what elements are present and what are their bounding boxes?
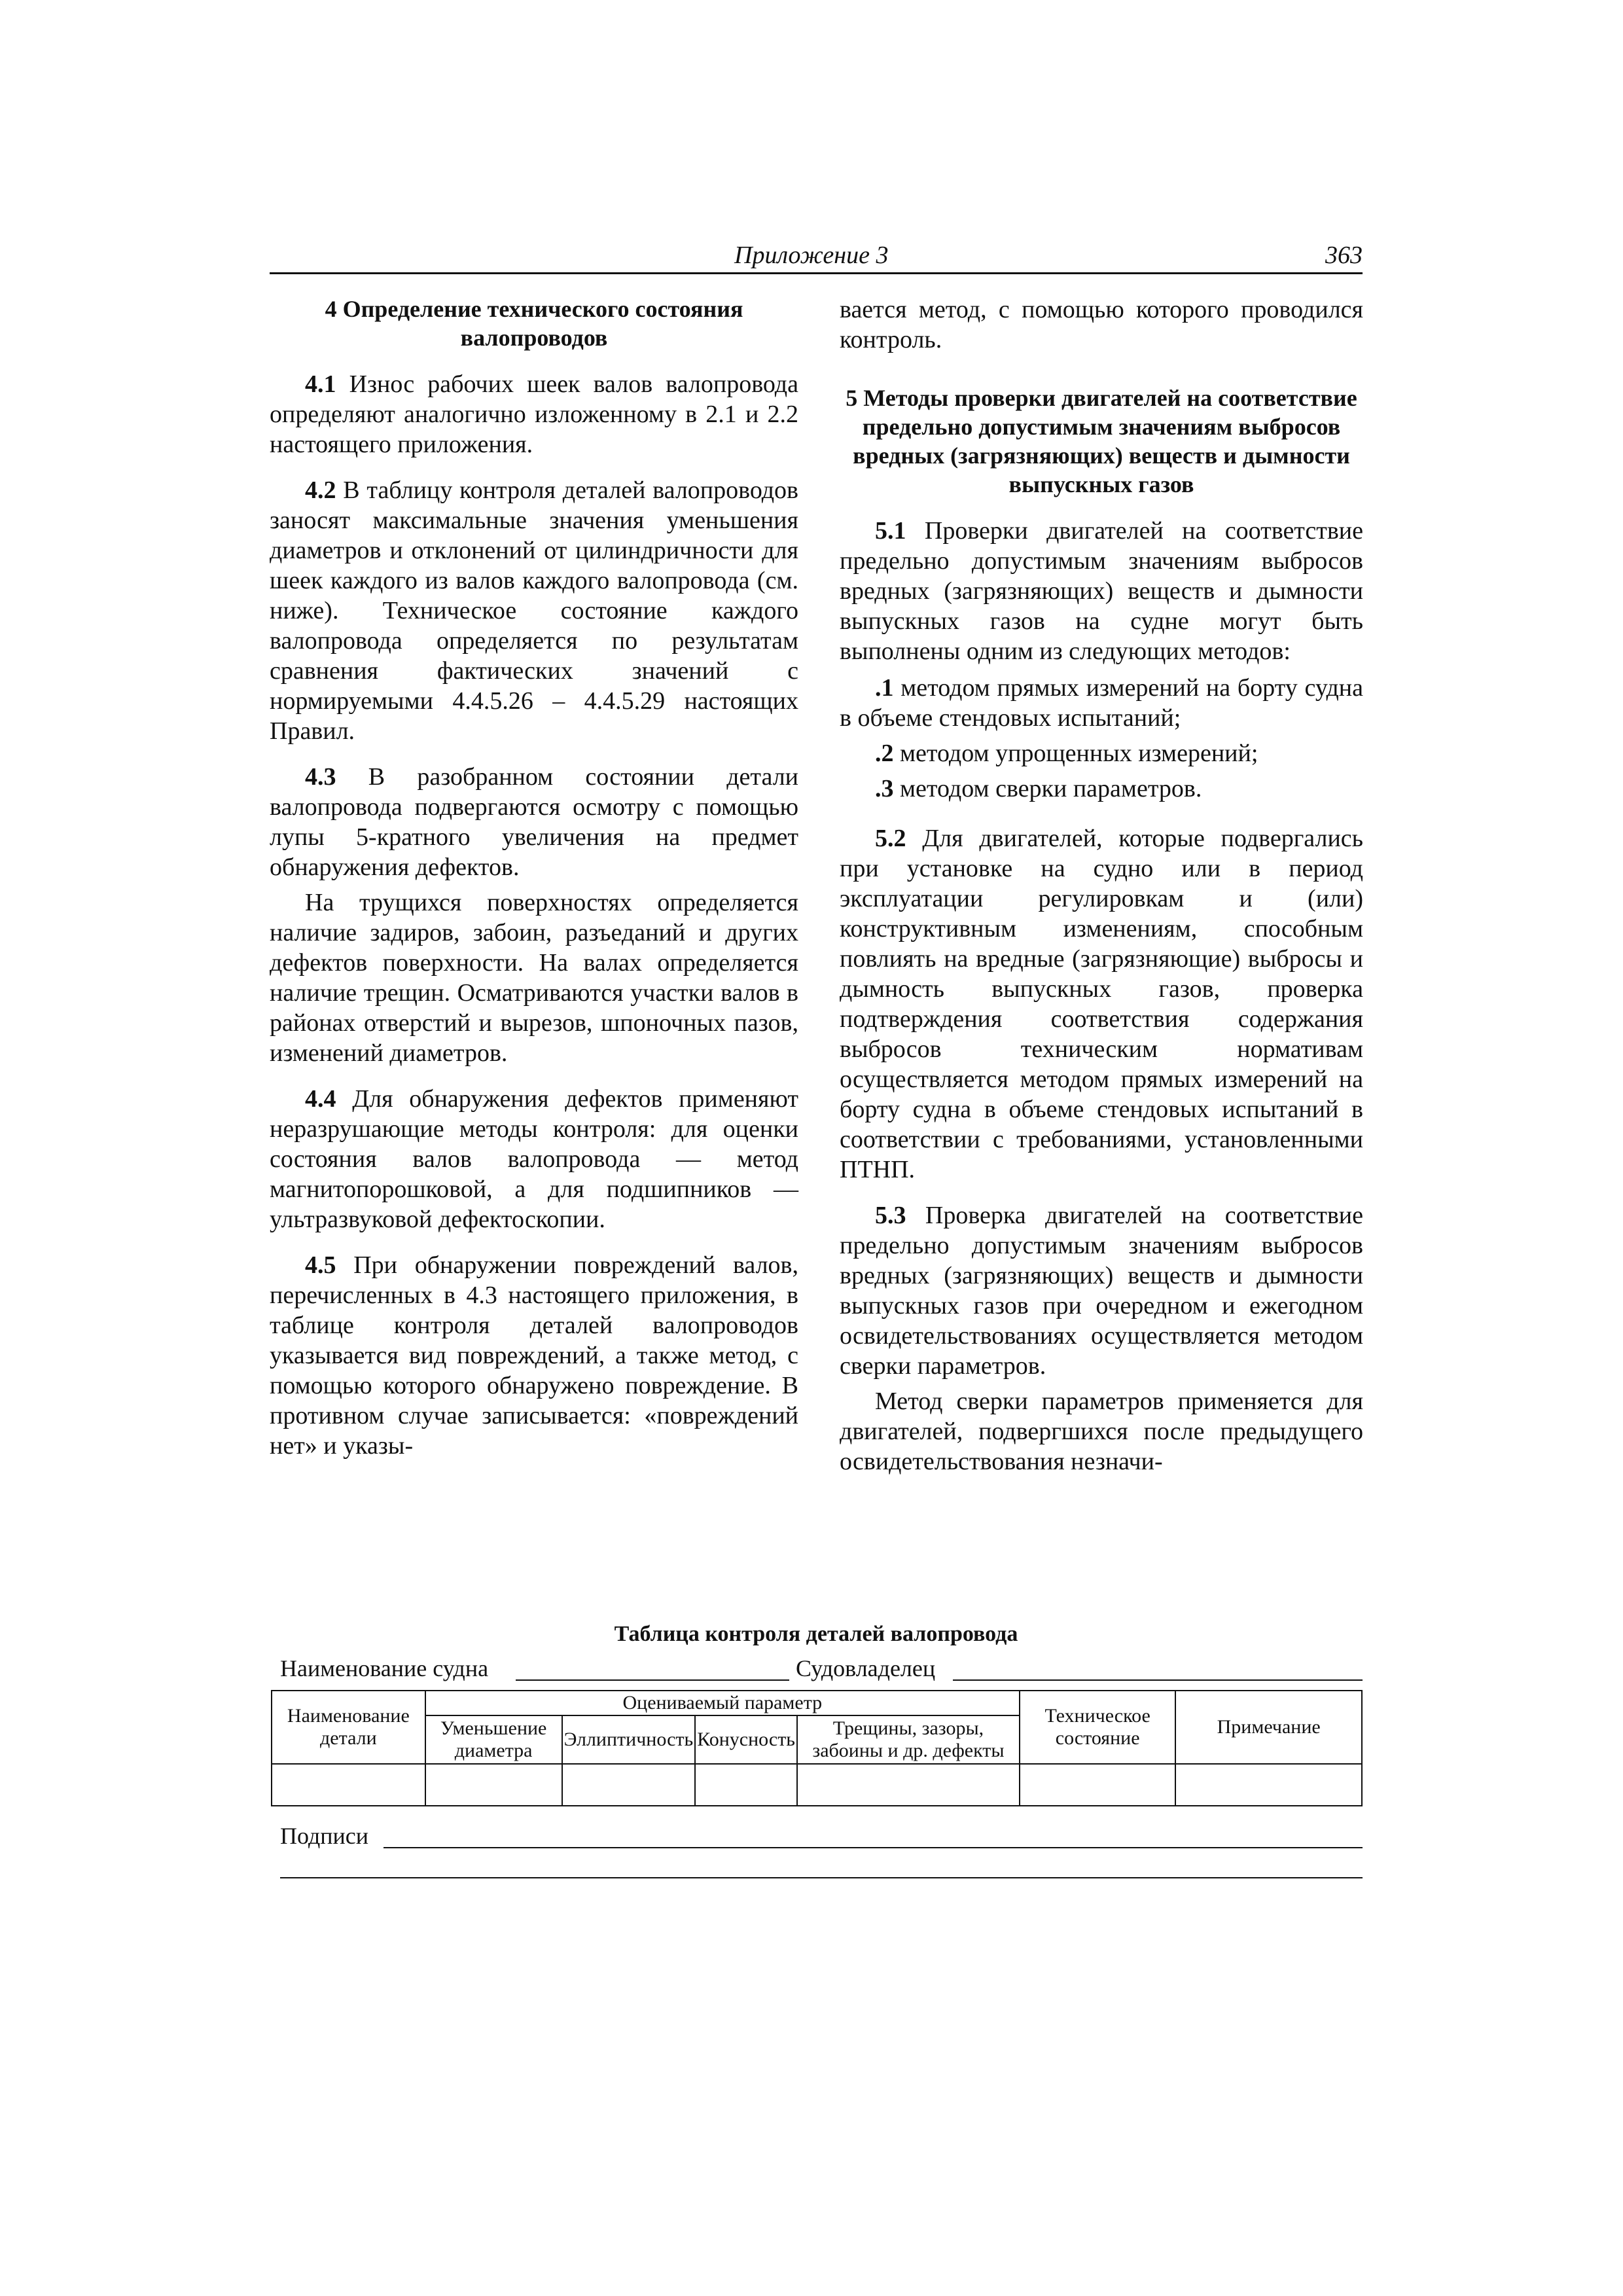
- page-number: 363: [1325, 242, 1363, 269]
- list-item-number: .3: [875, 775, 894, 802]
- paragraph-continuation: вается метод, с помощью которого проводился контроль.: [840, 296, 1363, 353]
- paragraph-number: 4.1: [305, 370, 336, 398]
- list-item-text: методом упрощенных измерений;: [893, 740, 1258, 767]
- header-taper: Конусность: [695, 1715, 797, 1764]
- paragraph-4-2: [270, 475, 798, 746]
- table-cell[interactable]: [797, 1764, 1020, 1806]
- paragraph-4-5: [270, 1250, 798, 1461]
- paragraph-number: 4.4: [305, 1085, 336, 1113]
- list-item: [840, 673, 1363, 733]
- control-table: [271, 1690, 1363, 1806]
- signatures-second-line[interactable]: [280, 1877, 1363, 1878]
- paragraph-number: 4.3: [305, 763, 336, 791]
- paragraph-text: Проверки двигателей на соответствие предельно допустимым значениям выбросов вредных (загрязняющих) веществ и дымности выпускных газов на судне могут быть выполнены одним из следующих методов:: [840, 517, 1363, 665]
- paragraph-text: В таблицу контроля деталей валопроводов заносят максимальные значения уменьшения диаметров и отклонений от цилиндричности для шеек каждого из валов каждого валопровода (см. ниже). Техническое состояние каждого валопровода определяется по результатам сравнения фактических значений с нормируемыми 4.4.5.26 – 4.4.5.29 настоящих Правил.: [270, 476, 798, 745]
- header-defects: Трещины, зазоры, забоины и др. дефекты: [797, 1715, 1020, 1764]
- header-diameter-reduction: Уменьшение диаметра: [425, 1715, 562, 1764]
- section-4-heading: 4 Определение технического состояния валопроводов: [325, 296, 743, 351]
- header-part-name: Наименование детали: [272, 1691, 425, 1764]
- paragraph-4-1: [270, 369, 798, 459]
- list-item: [840, 738, 1363, 768]
- paragraph-number: 4.5: [305, 1251, 336, 1279]
- paragraph-5-3-cont: [840, 1386, 1363, 1477]
- header-ellipticity: Эллиптичность: [562, 1715, 696, 1764]
- left-column: [270, 295, 798, 1477]
- paragraph-5-2: [840, 823, 1363, 1185]
- paragraph-text: В разобранном состоянии детали валопровода подвергаются осмотру с помощью лупы 5-кратного увеличения на предмет обнаружения дефектов.: [270, 763, 798, 881]
- paragraph-number: 5.1: [875, 517, 906, 545]
- table-cell[interactable]: [1020, 1764, 1175, 1806]
- section-5-heading: 5 Методы проверки двигателей на соответствие предельно допустимым значениям выбросов вредных (загрязняющих) веществ и дымности выпускных газов: [846, 385, 1357, 497]
- paragraph-number: 4.2: [305, 476, 336, 504]
- paragraph-text: Метод сверки параметров применяется для двигателей, подвергшихся после предыдущего освидетельствования незначи-: [840, 1388, 1363, 1475]
- paragraph-text: Для обнаружения дефектов применяют неразрушающие методы контроля: для оценки состояния валов валопровода — метод магнитопорошковой, а для подшипников — ультразвуковой дефектоскопии.: [270, 1085, 798, 1233]
- list-item: [840, 774, 1363, 804]
- table-cell[interactable]: [695, 1764, 797, 1806]
- paragraph-4-4: [270, 1084, 798, 1234]
- signatures-line: [280, 1822, 1363, 1851]
- header-evaluated-parameter: Оцениваемый параметр: [425, 1691, 1020, 1715]
- list-item-number: .2: [875, 740, 894, 767]
- owner-field[interactable]: [953, 1679, 1363, 1681]
- paragraph-text: Износ рабочих шеек валов валопровода определяют аналогично изложенному в 2.1 и 2.2 настоящего приложения.: [270, 370, 798, 458]
- running-head-title: Приложение 3: [734, 242, 889, 269]
- list-item-text: методом сверки параметров.: [893, 775, 1202, 802]
- owner-label: Судовладелец: [796, 1655, 936, 1681]
- header-technical-state: Техническое состояние: [1020, 1691, 1175, 1764]
- table-cell[interactable]: [272, 1764, 425, 1806]
- vessel-name-label: Наименование судна: [280, 1655, 489, 1681]
- list-item-number: .1: [875, 674, 894, 702]
- right-column: [840, 295, 1363, 1492]
- running-head: [270, 241, 1363, 274]
- paragraph-5-3: [840, 1200, 1363, 1381]
- vessel-owner-line: [280, 1655, 1363, 1683]
- paragraph-number: 5.3: [875, 1202, 906, 1229]
- paragraph-text: На трущихся поверхностях определяется наличие задиров, забоин, разъеданий и других дефектов поверхности. На валах определяется наличие трещин. Осматриваются участки валов в районах отверстий и вырезов, шпоночных пазов, изменений диаметров.: [270, 889, 798, 1067]
- paragraph-4-3: [270, 762, 798, 882]
- paragraph-text: Проверка двигателей на соответствие предельно допустимым значениям выбросов вредных (загрязняющих) веществ и дымности выпускных газов при очередном и ежегодном освидетельствованиях осуществляется методом сверки параметров.: [840, 1202, 1363, 1380]
- table-title: Таблица контроля деталей валопровода: [614, 1622, 1018, 1646]
- paragraph-text: При обнаружении повреждений валов, перечисленных в 4.3 настоящего приложения, в таблице контроля деталей валопроводов указывается вид повреждений, а также метод, с помощью которого обнаружено повреждение. В противном случае записывается: «повреждений нет» и указы-: [270, 1251, 798, 1460]
- table-cell[interactable]: [562, 1764, 696, 1806]
- paragraph-4-3-cont: [270, 888, 798, 1068]
- vessel-name-field[interactable]: [516, 1679, 789, 1681]
- signatures-label: Подписи: [280, 1823, 369, 1849]
- paragraph-number: 5.2: [875, 825, 906, 852]
- list-item-text: методом прямых измерений на борту судна в объеме стендовых испытаний;: [840, 674, 1363, 732]
- table-cell[interactable]: [425, 1764, 562, 1806]
- table-cell[interactable]: [1175, 1764, 1362, 1806]
- paragraph-5-1: [840, 516, 1363, 666]
- signatures-field[interactable]: [383, 1847, 1363, 1848]
- paragraph-text: Для двигателей, которые подвергались при установке на судно или в период эксплуатации регулировкам и (или) конструктивным изменениям, способным повлиять на вредные (загрязняющие) выбросы и дымность выпускных газов, проверка подтверждения соответствия содержания выбросов техническим нормативам осуществляется методом прямых измерений на борту судна в объеме стендовых испытаний в соответствии с требованиями, установленными ПТНП.: [840, 825, 1363, 1183]
- header-note: Примечание: [1175, 1691, 1362, 1764]
